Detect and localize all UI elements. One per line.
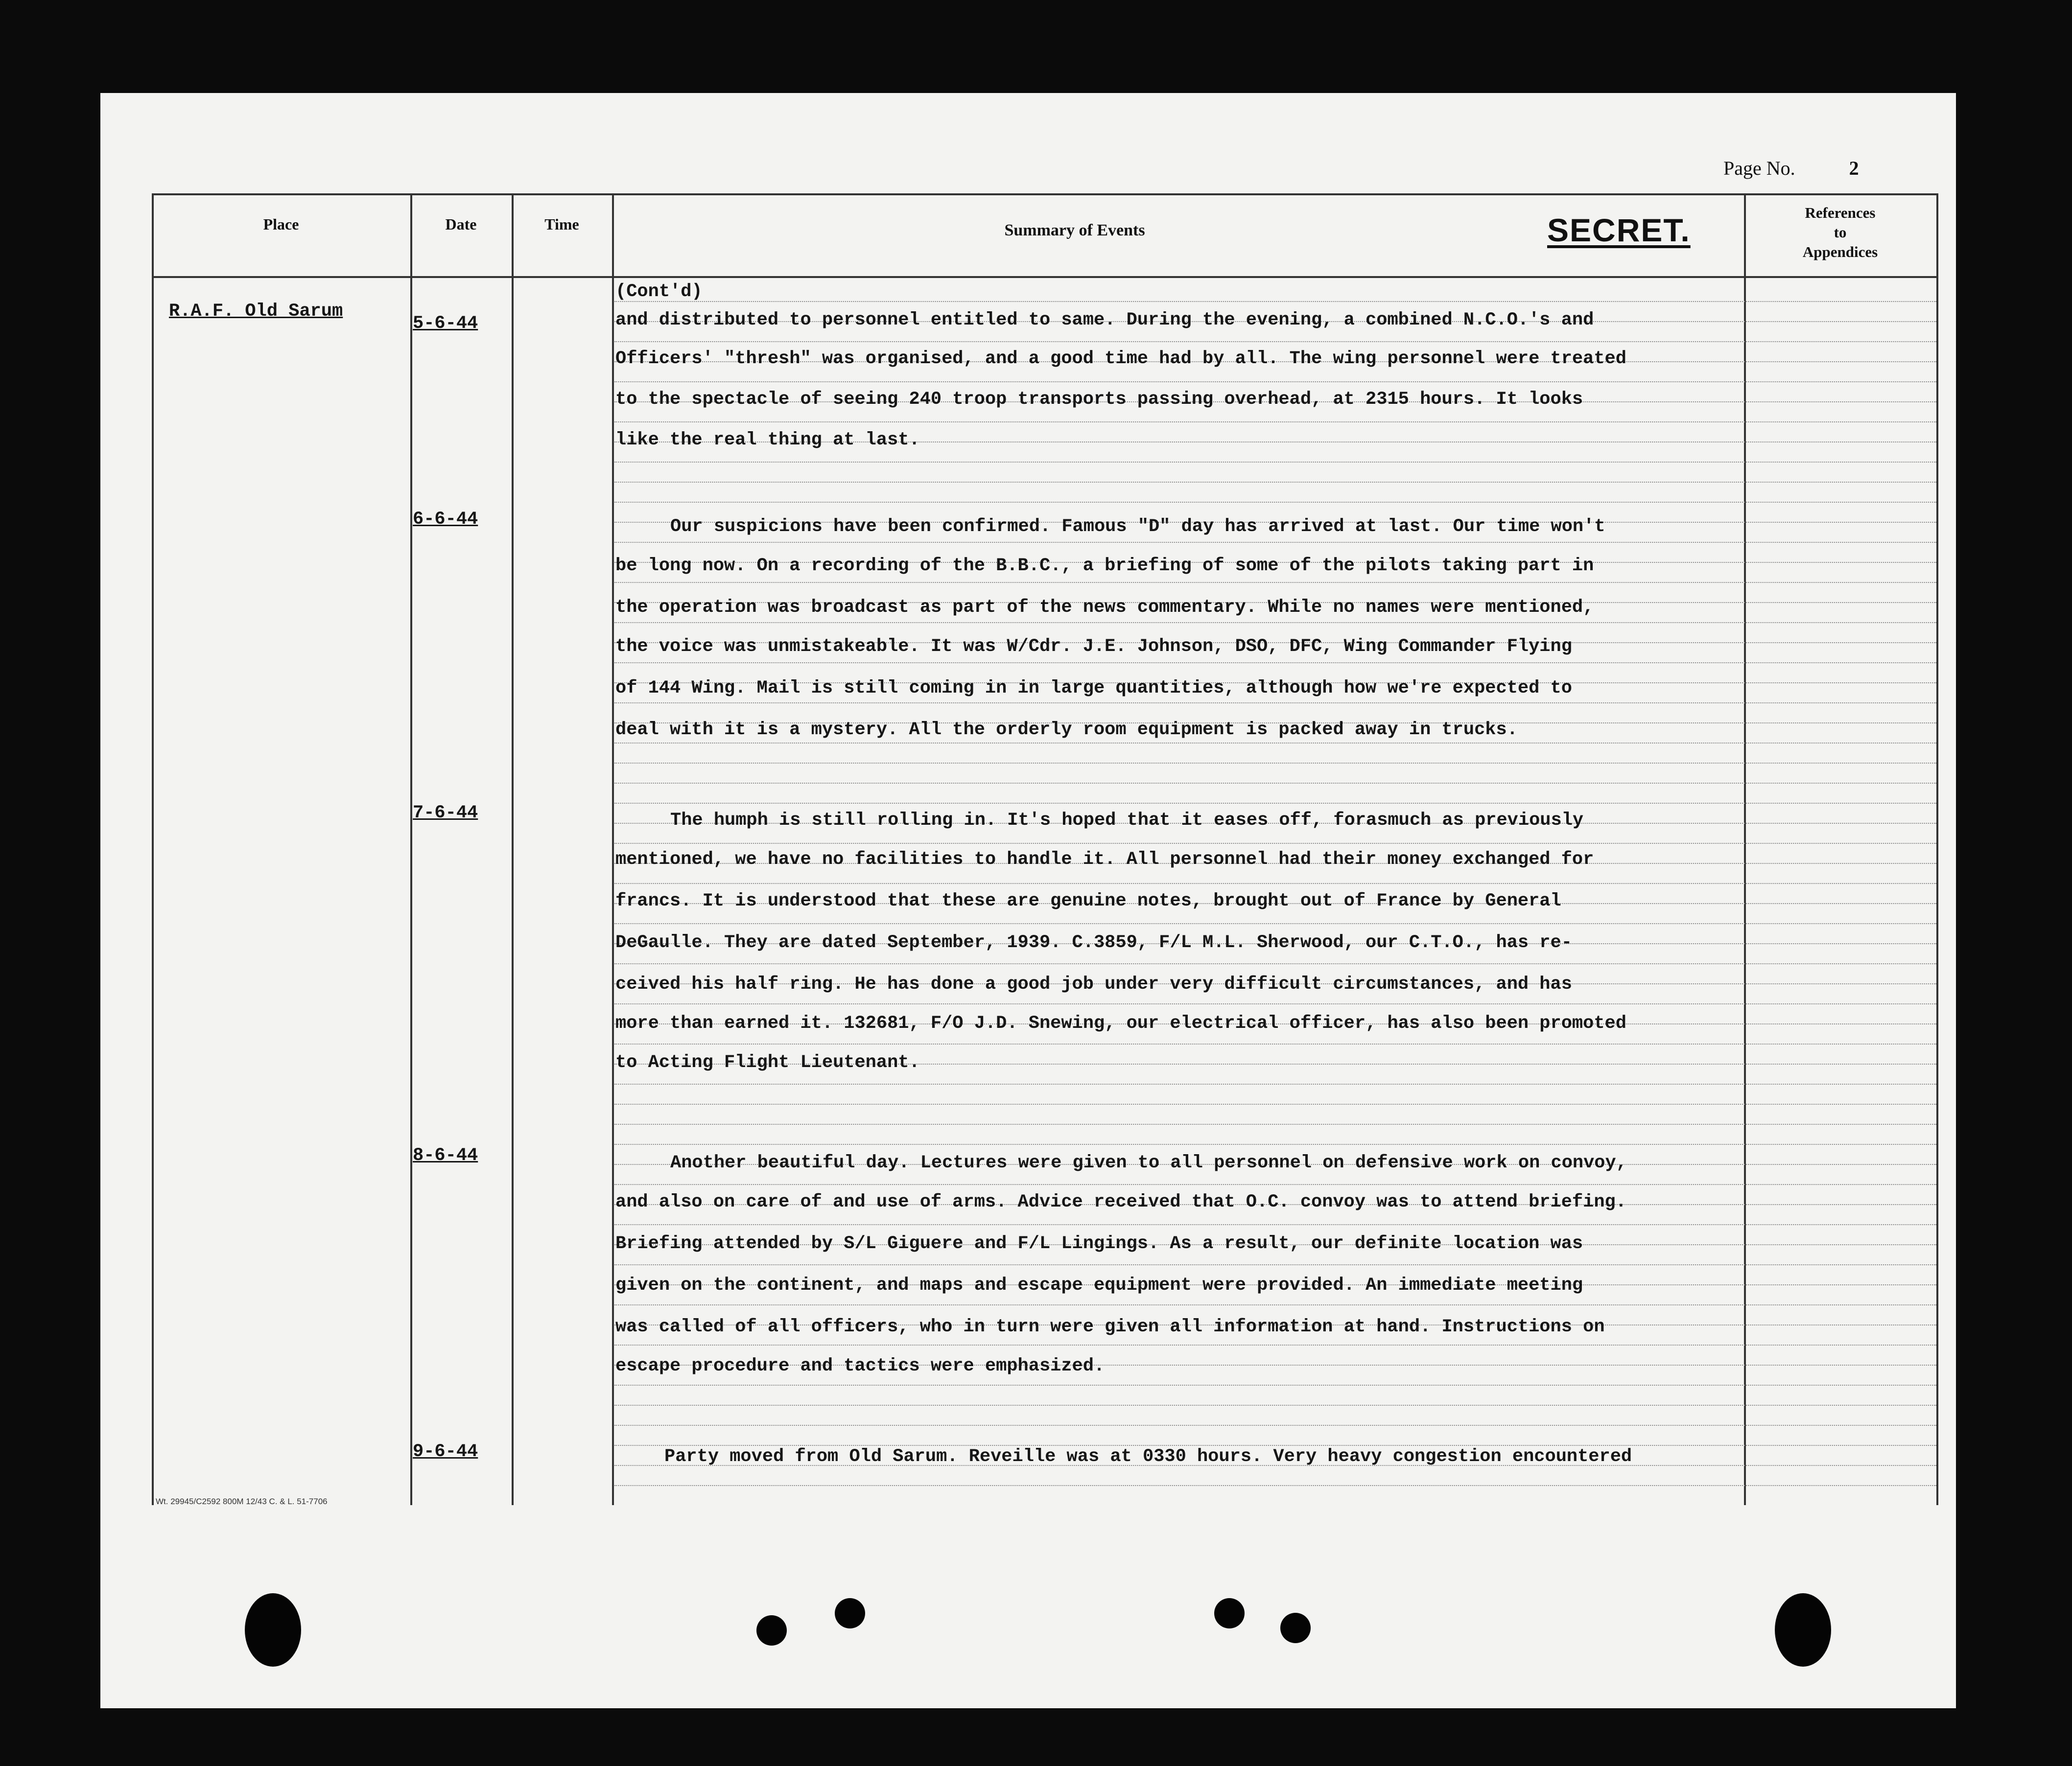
ruled-line bbox=[614, 702, 1936, 703]
column-rule-time-summary bbox=[612, 193, 614, 1505]
summary-line: mentioned, we have no facilities to handle it. All personnel had their money exchanged for bbox=[615, 849, 1594, 870]
binder-hole-right bbox=[1775, 1593, 1831, 1667]
ruled-line bbox=[614, 743, 1936, 744]
secret-classification: SECRET. bbox=[1547, 212, 1691, 248]
ruled-line bbox=[614, 341, 1936, 342]
ruled-line bbox=[614, 1003, 1936, 1004]
column-header-date: Date bbox=[445, 215, 477, 233]
summary-line: Officers' "thresh" was organised, and a good time had by all. The wing personnel were treated bbox=[615, 349, 1626, 369]
ruled-line bbox=[614, 502, 1936, 503]
column-rule-summary-references bbox=[1744, 193, 1746, 1505]
summary-line: to Acting Flight Lieutenant. bbox=[615, 1052, 920, 1073]
references-line-1: References bbox=[1805, 204, 1876, 221]
ruled-line bbox=[614, 301, 1936, 302]
ruled-line bbox=[614, 462, 1936, 463]
column-rule-left bbox=[152, 193, 154, 1505]
references-line-2: to bbox=[1834, 224, 1847, 241]
ruled-line bbox=[614, 1385, 1936, 1386]
ruled-line bbox=[614, 1345, 1936, 1346]
summary-line: ceived his half ring. He has done a good job under very difficult circumstances, and has bbox=[615, 974, 1572, 995]
entry-date: 9-6-44 bbox=[413, 1441, 478, 1462]
summary-line: and distributed to personnel entitled to same. During the evening, a combined N.C.O.'s and bbox=[615, 310, 1594, 330]
summary-line: Our suspicions have been confirmed. Famous "D" day has arrived at last. Our time won't bbox=[670, 516, 1605, 537]
ruled-line bbox=[614, 1044, 1936, 1045]
ruled-line bbox=[614, 1405, 1936, 1406]
binder-hole-left bbox=[245, 1593, 301, 1667]
ruled-line bbox=[614, 1304, 1936, 1305]
ruled-line bbox=[614, 381, 1936, 382]
entry-date: 5-6-44 bbox=[413, 313, 478, 334]
binder-hole-4 bbox=[1280, 1613, 1311, 1643]
summary-line: be long now. On a recording of the B.B.C., a briefing of some of the pilots taking part in bbox=[615, 556, 1594, 576]
column-rule-place-date bbox=[410, 193, 412, 1505]
ruled-line bbox=[614, 1224, 1936, 1225]
ruled-line bbox=[614, 1485, 1936, 1486]
ruled-line bbox=[614, 421, 1936, 422]
ruled-line bbox=[614, 542, 1936, 543]
ruled-line bbox=[614, 1445, 1936, 1446]
page-number-value: 2 bbox=[1849, 157, 1859, 179]
ruled-line bbox=[614, 803, 1936, 804]
ruled-line bbox=[614, 1124, 1936, 1125]
page-number bbox=[1723, 157, 1859, 180]
column-header-summary: Summary of Events bbox=[1004, 221, 1145, 239]
binder-hole-3 bbox=[1214, 1598, 1245, 1628]
ruled-line bbox=[614, 1184, 1936, 1185]
summary-line: like the real thing at last. bbox=[615, 430, 920, 450]
ruled-line bbox=[614, 582, 1936, 583]
ruled-line bbox=[614, 923, 1936, 924]
ruled-line bbox=[614, 783, 1936, 784]
ruled-line bbox=[614, 482, 1936, 483]
summary-line: was called of all officers, who in turn were given all information at hand. Instructions on bbox=[615, 1317, 1605, 1337]
summary-line: to the spectacle of seeing 240 troop transports passing overhead, at 2315 hours. It looks bbox=[615, 389, 1583, 410]
summary-line: of 144 Wing. Mail is still coming in in large quantities, although how we're expected to bbox=[615, 678, 1572, 698]
ruled-line bbox=[614, 883, 1936, 884]
ruled-line bbox=[614, 1264, 1936, 1265]
summary-line: francs. It is understood that these are genuine notes, brought out of France by General bbox=[615, 891, 1561, 911]
column-rule-right bbox=[1936, 193, 1938, 1505]
column-header-references bbox=[1744, 203, 1936, 262]
page-number-label: Page No. bbox=[1723, 157, 1795, 179]
column-header-place: Place bbox=[263, 215, 299, 233]
summary-line: the voice was unmistakeable. It was W/Cdr. J.E. Johnson, DSO, DFC, Wing Commander Flying bbox=[615, 636, 1572, 657]
summary-line: and also on care of and use of arms. Advice received that O.C. convoy was to attend briefing. bbox=[615, 1192, 1626, 1212]
summary-line: escape procedure and tactics were emphasized. bbox=[615, 1356, 1105, 1376]
summary-line: Briefing attended by S/L Giguere and F/L Lingings. As a result, our definite location was bbox=[615, 1233, 1583, 1254]
summary-line: (Cont'd) bbox=[615, 281, 703, 302]
summary-line: given on the continent, and maps and escape equipment were provided. An immediate meeting bbox=[615, 1275, 1583, 1296]
summary-line: the operation was broadcast as part of the news commentary. While no names were mentioned, bbox=[615, 597, 1594, 618]
ruled-line bbox=[614, 1144, 1936, 1145]
place-entry: R.A.F. Old Sarum bbox=[169, 301, 343, 322]
summary-line: deal with it is a mystery. All the orderly room equipment is packed away in trucks. bbox=[615, 720, 1518, 740]
references-line-3: Appendices bbox=[1802, 243, 1878, 260]
summary-line: Party moved from Old Sarum. Reveille was at 0330 hours. Very heavy congestion encountered bbox=[664, 1446, 1632, 1467]
ruled-line bbox=[614, 622, 1936, 623]
entry-date: 7-6-44 bbox=[413, 803, 478, 823]
binder-hole-1 bbox=[756, 1615, 787, 1646]
binder-hole-2 bbox=[835, 1598, 865, 1628]
summary-line: Another beautiful day. Lectures were given to all personnel on defensive work on convoy, bbox=[670, 1153, 1627, 1173]
form-print-code: Wt. 29945/C2592 800M 12/43 C. & L. 51-7706 bbox=[156, 1497, 328, 1506]
column-rule-date-time bbox=[512, 193, 514, 1505]
ruled-line bbox=[614, 1104, 1936, 1105]
summary-line: DeGaulle. They are dated September, 1939. C.3859, F/L M.L. Sherwood, our C.T.O., has re- bbox=[615, 932, 1572, 953]
ruled-line bbox=[614, 763, 1936, 764]
ruled-line bbox=[614, 662, 1936, 663]
column-header-time: Time bbox=[544, 215, 579, 233]
ruled-line bbox=[614, 963, 1936, 964]
summary-line: more than earned it. 132681, F/O J.D. Snewing, our electrical officer, has also been promoted bbox=[615, 1013, 1626, 1034]
summary-line: The humph is still rolling in. It's hoped that it eases off, forasmuch as previously bbox=[670, 810, 1584, 831]
ruled-line bbox=[614, 843, 1936, 844]
ruled-line bbox=[614, 1425, 1936, 1426]
ruled-line bbox=[614, 1084, 1936, 1085]
entry-date: 6-6-44 bbox=[413, 509, 478, 530]
entry-date: 8-6-44 bbox=[413, 1145, 478, 1166]
